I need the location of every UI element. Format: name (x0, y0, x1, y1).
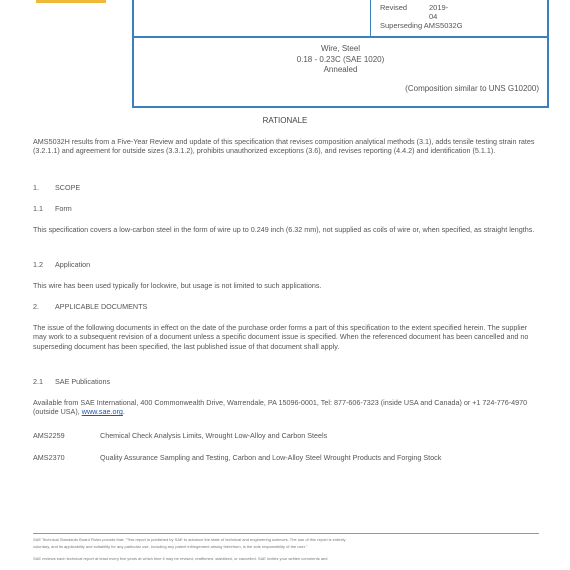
reference-title: Chemical Check Analysis Limits, Wrought Low-Alloy and Carbon Steels (100, 431, 328, 440)
title-line-3: Annealed (323, 65, 358, 74)
sae-logo-fragment (36, 0, 106, 3)
footer-line-3: SAE reviews each technical report at least every five years at which time it may be revised, reaffirmed, stabilized, or cancelled. SAE invites your written comments and (33, 556, 328, 561)
section-title: SCOPE (55, 183, 81, 192)
title-line-2: 0.18 - 0.23C (SAE 1020) (296, 54, 385, 64)
sae-address-text: Available from SAE International, 400 Commonwealth Drive, Warrendale, PA 15096-0001, Tel: 877-606-7323 (inside USA and Canada) or +1 724-776-4970 (outside USA), (33, 398, 528, 417)
section-2-text: The issue of the following documents in effect on the date of the purchase order forms a part of this specification to the extent specified herein. The supplier may work to a subsequent revision of a document unless a specific document issue is specified. When the referenced document has been cancelled and no superseding document has been specified, the last published issue of that document shall apply. (33, 323, 529, 351)
reference-title: Quality Assurance Sampling and Testing, Carbon and Low-Alloy Steel Wrought Products and Forging Stock (100, 453, 442, 462)
footer-line-2: voluntary, and its applicability and suitability for any particular use, including any patent infringement arising therefrom, is the sole responsibility of the user." (33, 544, 308, 549)
revised-label: Revised (380, 3, 408, 12)
document-header-frame (132, 0, 549, 108)
period: . (122, 407, 125, 417)
section-2-1-heading (33, 377, 110, 386)
reference-code: AMS2370 (33, 453, 65, 462)
section-1-heading (33, 183, 80, 192)
header-divider-vertical (370, 0, 371, 36)
section-title: Application (55, 260, 91, 269)
section-title: APPLICABLE DOCUMENTS (55, 302, 148, 311)
section-number: 1.2 (33, 260, 43, 269)
reference-code: AMS2259 (33, 431, 65, 440)
spec-title (134, 44, 547, 76)
revised-date: 2019-04 (429, 3, 449, 21)
section-1-1-heading (33, 204, 72, 213)
section-number: 2.1 (33, 377, 43, 386)
superseding-label: Superseding AMS5032G (380, 21, 463, 30)
section-title: Form (55, 204, 72, 213)
sae-website-link[interactable]: www.sae.org (81, 407, 123, 417)
footer-line-1: SAE Technical Standards Board Rules provide that: "This report is published by SAE to advance the state of technical and engineering sciences. The use of this report is entirely (33, 537, 346, 542)
rationale-text: AMS5032H results from a Five-Year Review and update of this specification that revises composition analytical methods (3.1), adds tensile testing strain rates (3.2.1.1) and agreement for outside sizes (3.3.1.2), prohibits unauthorized exceptions (3.6), and revises reporting (4.4.2) and identification (5.1.1). (33, 137, 535, 156)
section-number: 1.1 (33, 204, 43, 213)
title-line-1: Wire, Steel (320, 44, 361, 53)
rationale-heading: RATIONALE (262, 116, 308, 125)
section-1-1-text: This specification covers a low-carbon steel in the form of wire up to 0.249 inch (6.32 mm), not supplied as coils of wire or, when specified, as straight lengths. (33, 225, 535, 234)
composition-note: (Composition similar to UNS G10200) (405, 84, 539, 93)
section-2-heading (33, 302, 147, 311)
section-1-2-text: This wire has been used typically for lockwire, but usage is not limited to such applications. (33, 281, 322, 290)
section-title: SAE Publications (55, 377, 111, 386)
section-1-2-heading (33, 260, 90, 269)
section-2-1-text (33, 398, 539, 417)
section-number: 2. (33, 302, 39, 311)
footer-divider (33, 533, 539, 534)
section-number: 1. (33, 183, 39, 192)
header-divider-horizontal (134, 36, 547, 38)
